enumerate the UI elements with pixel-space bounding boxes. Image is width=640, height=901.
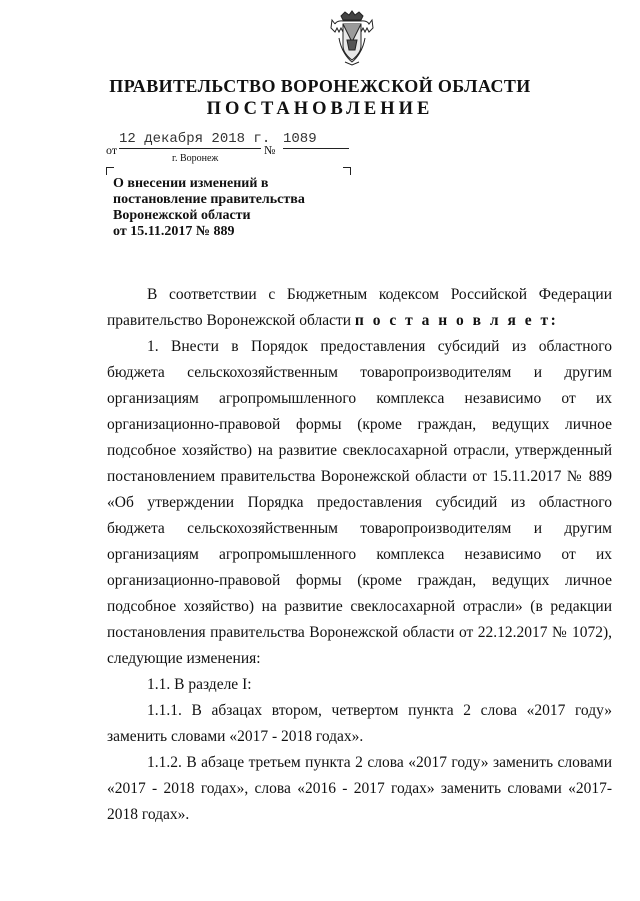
- subject-line: Воронежской области: [113, 208, 251, 223]
- city-label: г. Воронеж: [172, 153, 219, 164]
- subject-corner-left: [106, 167, 114, 175]
- subject-line: постановление правительства: [113, 192, 305, 207]
- number-prefix: №: [264, 143, 276, 157]
- document-number: 1089: [283, 131, 349, 149]
- item-1-1: 1.1. В разделе I:: [147, 676, 252, 693]
- document-date: 12 декабря 2018 г.: [119, 131, 271, 147]
- government-title: ПРАВИТЕЛЬСТВО ВОРОНЕЖСКОЙ ОБЛАСТИ: [109, 76, 531, 96]
- subject-corner-right: [343, 167, 351, 175]
- intro-text: В соответствии с Бюджетным кодексом Российской Федерации правительство Воронежской области: [107, 286, 612, 329]
- document-type: ПОСТАНОВЛЕНИЕ: [206, 99, 434, 119]
- document-subject: [113, 176, 353, 240]
- intro-paragraph: [107, 282, 612, 334]
- item-1-1-2: 1.1.2. В абзаце третьем пункта 2 слова «2017 году» заменить словами «2017 - 2018 годах», слова «2016 - 2017 годах» заменить словами «2017-2018 годах».: [107, 754, 612, 823]
- subject-line: О внесении изменений в: [113, 176, 269, 191]
- date-prefix: от: [106, 143, 118, 157]
- item-1-1-1: 1.1.1. В абзацах втором, четвертом пункта 2 слова «2017 году» заменить словами «2017 - 2018 годах».: [107, 702, 612, 745]
- document-body: [107, 282, 612, 828]
- item-1: 1. Внести в Порядок предоставления субсидий из областного бюджета сельскохозяйственным товаропроизводителям и другим организациям агропромышленного комплекса независимо от их организационно-правовой формы (кроме граждан, ведущих личное подсобное хозяйство) на развитие свеклосахарной отрасли, утвержденный постановлением правительства Воронежской области от 15.11.2017 № 889 «Об утверждении Порядка предоставления субсидий из областного бюджета сельскохозяйственным товаропроизводителям и другим организациям агропромышленного комплекса независимо от их организационно-правовой формы (кроме граждан, ведущих личное подсобное хозяйство) на развитие свеклосахарной отрасли» (в редакции постановления правительства Воронежской области от 22.12.2017 № 1072), следующие изменения:: [107, 338, 612, 667]
- subject-line: от 15.11.2017 № 889: [113, 224, 235, 239]
- voronezh-coat-of-arms-icon: [327, 10, 377, 66]
- resolves-word: п о с т а н о в л я е т:: [354, 312, 559, 329]
